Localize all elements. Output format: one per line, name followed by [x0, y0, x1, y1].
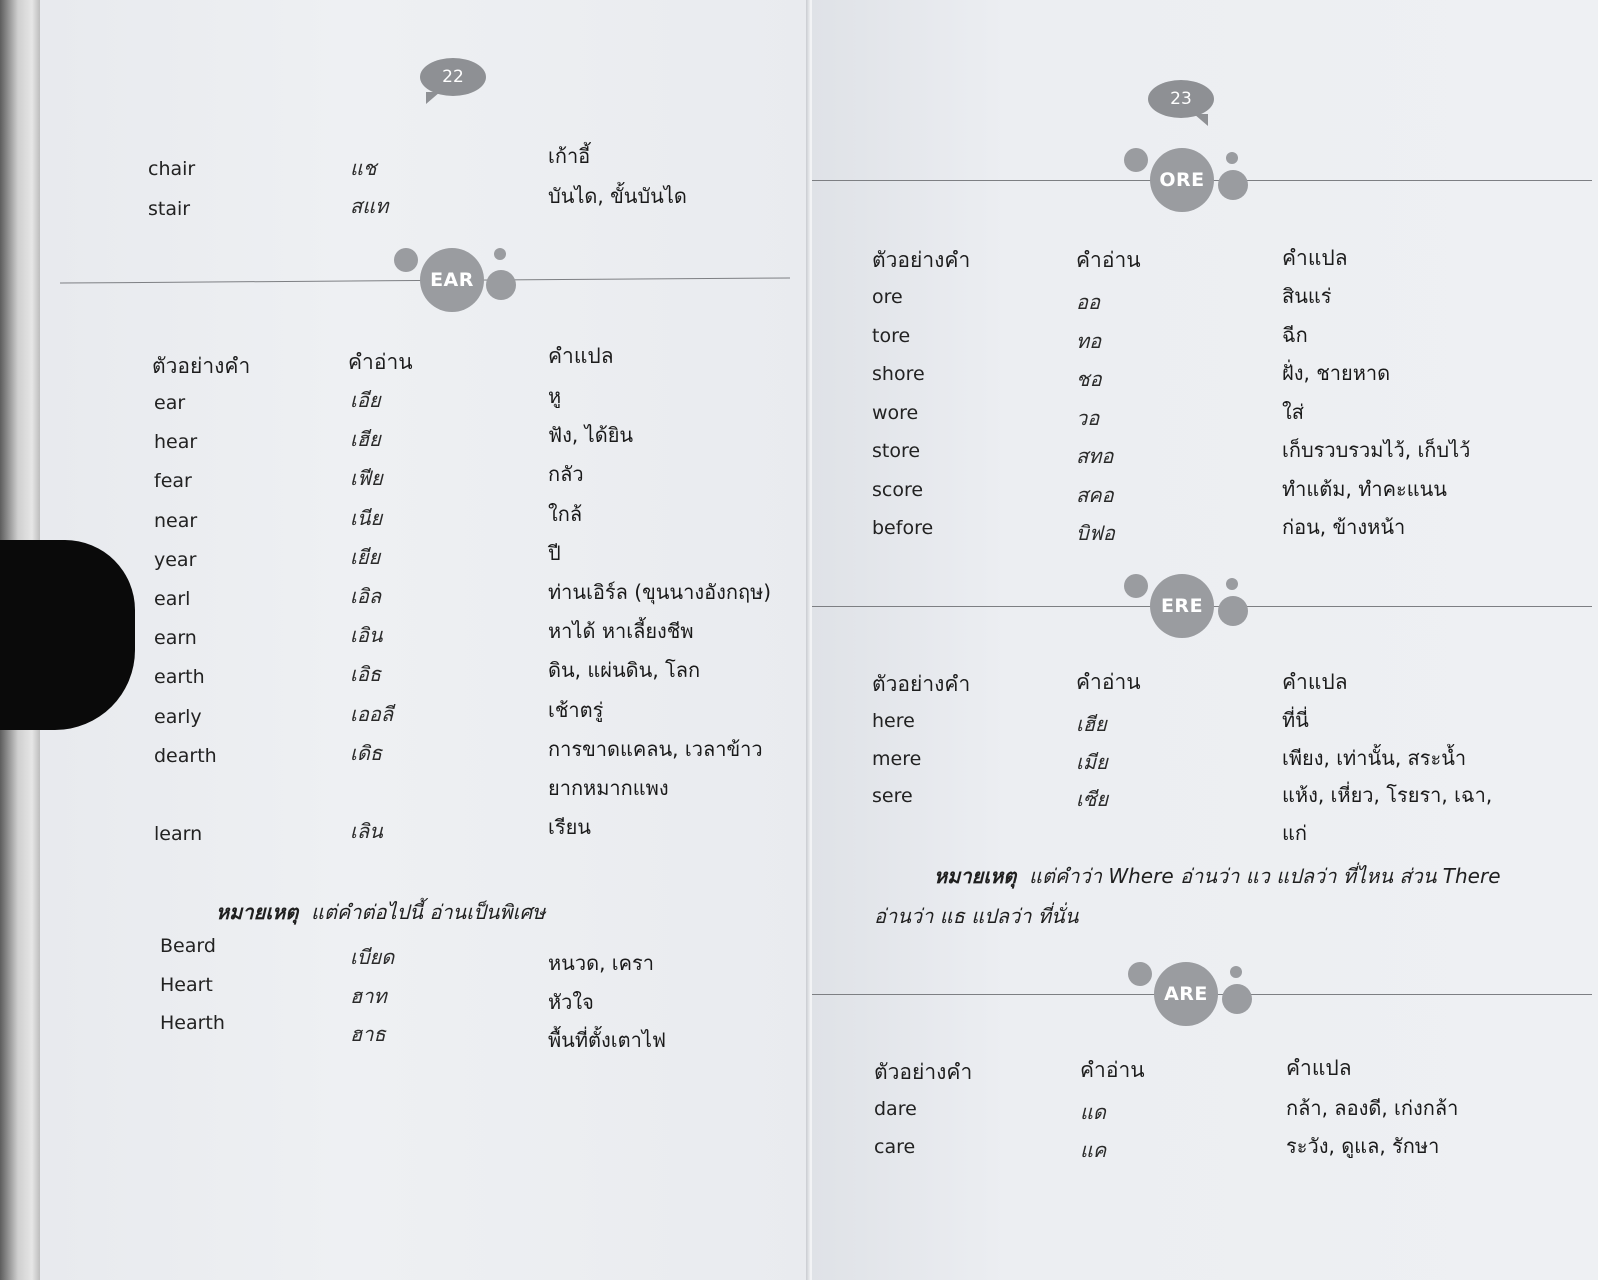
header-meaning: คำแปล — [1286, 1056, 1352, 1080]
reading-cell: เซีย — [1076, 787, 1109, 811]
table-row — [812, 280, 1598, 320]
table-row — [40, 498, 810, 538]
table-row — [812, 1130, 1598, 1170]
reading-cell: เอิธ — [350, 662, 382, 687]
word-cell: Beard — [160, 935, 216, 957]
word-cell: early — [154, 705, 202, 728]
page-number-badge: 23 — [1148, 80, 1214, 118]
header-reading: คำอ่าน — [1076, 248, 1141, 272]
meaning-cell: บันได, ขั้นบันได — [548, 184, 687, 208]
meaning-cell: กลัว — [548, 462, 584, 487]
section-divider-ore — [812, 148, 1592, 208]
section-label: EAR — [420, 248, 484, 312]
word-cell: ore — [872, 286, 903, 308]
word-cell: before — [872, 517, 934, 539]
table-header — [812, 1052, 1598, 1092]
meaning-cell: ก่อน, ข้างหน้า — [1282, 515, 1406, 539]
meaning-cell: หัวใจ — [548, 989, 594, 1014]
reading-cell: เออลี — [350, 701, 394, 726]
word-cell: sere — [872, 785, 913, 807]
word-cell: earl — [154, 588, 191, 610]
word-cell: ear — [154, 392, 186, 414]
meaning-cell: ท่านเอิร์ล (ขุนนางอังกฤษ) — [548, 580, 772, 604]
word-cell: tore — [872, 324, 911, 347]
table-row — [40, 419, 810, 459]
word-cell: chair — [148, 158, 196, 180]
word-cell: Hearth — [160, 1012, 225, 1034]
meaning-cell: เก้าอี้ — [548, 144, 591, 168]
table-row — [812, 511, 1598, 551]
table-row — [812, 779, 1598, 819]
meaning-cell: ฟัง, ได้ยิน — [548, 423, 634, 448]
meaning-cell: เช้าตรู่ — [548, 697, 604, 722]
section-divider-ear — [60, 248, 790, 308]
note-label: หมายเหตุ — [216, 900, 299, 924]
section-divider-ere — [812, 574, 1592, 634]
table-row — [40, 576, 810, 616]
table-row — [40, 615, 810, 655]
reading-cell: ออ — [1076, 290, 1101, 314]
table-row — [812, 357, 1598, 397]
reading-cell: สคอ — [1076, 482, 1114, 507]
header-meaning: คำแปล — [1282, 246, 1348, 270]
reading-cell: เยีย — [350, 544, 381, 569]
word-cell: wore — [872, 401, 919, 424]
reading-cell: เลิน — [350, 819, 383, 844]
reading-cell: ฮาท — [350, 983, 387, 1008]
reading-cell: เอิน — [350, 623, 383, 648]
header-word: ตัวอย่างคำ — [872, 248, 971, 272]
meaning-cell: ใส่ — [1282, 399, 1304, 424]
table-row — [812, 319, 1598, 359]
header-reading: คำอ่าน — [1080, 1058, 1145, 1082]
table-row — [40, 180, 810, 220]
meaning-cell: หนวด, เครา — [548, 951, 654, 975]
section-divider-are — [812, 962, 1592, 1022]
reading-cell: แด — [1080, 1100, 1106, 1124]
meaning-cell: แห้ง, เหี่ยว, โรยรา, เฉา, — [1282, 783, 1493, 807]
table-row — [812, 473, 1598, 513]
meaning-cell: ฉีก — [1282, 322, 1308, 347]
right-page — [812, 0, 1598, 1280]
table-row — [40, 811, 810, 851]
word-cell: dare — [874, 1098, 917, 1120]
header-word: ตัวอย่างคำ — [152, 354, 251, 378]
section-label: ORE — [1150, 148, 1214, 212]
table-header — [812, 240, 1598, 280]
meaning-cell: ยากหมากแพง — [548, 776, 669, 800]
word-cell: score — [872, 478, 924, 501]
meaning-cell: ทำแต้ม, ทำคะแนน — [1282, 476, 1447, 501]
reading-cell: ทอ — [1076, 328, 1102, 353]
table-row — [812, 704, 1598, 744]
reading-cell: เมีย — [1076, 749, 1108, 774]
word-cell: shore — [872, 363, 925, 385]
header-word: ตัวอย่างคำ — [872, 672, 971, 696]
word-cell: earth — [154, 666, 205, 689]
reading-cell: แค — [1080, 1138, 1107, 1162]
word-cell: stair — [148, 198, 191, 220]
word-cell: dearth — [154, 744, 217, 767]
meaning-cell: เพียง, เท่านั้น, สระน้ำ — [1282, 745, 1467, 770]
table-row — [40, 654, 810, 694]
reading-cell: เนีย — [350, 505, 383, 530]
table-row — [40, 974, 810, 1014]
meaning-cell: ที่นี่ — [1282, 708, 1309, 732]
meaning-cell: การขาดแคลน, เวลาข้าว — [548, 736, 763, 761]
header-reading: คำอ่าน — [1076, 670, 1141, 694]
reading-cell: เอิล — [350, 584, 382, 608]
meaning-cell: สินแร่ — [1282, 284, 1332, 308]
reading-cell: สแท — [350, 194, 389, 218]
word-cell: care — [874, 1136, 916, 1158]
meaning-cell: ใกล้ — [548, 501, 583, 526]
table-row — [40, 458, 810, 498]
table-row — [40, 733, 810, 773]
table-header — [40, 340, 810, 380]
meaning-cell: พื้นที่ตั้งเตาไฟ — [548, 1028, 667, 1052]
meaning-cell: ฝั่ง, ชายหาด — [1282, 361, 1391, 385]
table-row — [40, 772, 810, 812]
table-row — [812, 817, 1598, 857]
table-row — [40, 935, 810, 975]
word-cell: Heart — [160, 973, 213, 996]
section-label: ERE — [1150, 574, 1214, 638]
table-row — [40, 694, 810, 734]
note-text: แต่คำต่อไปนี้ อ่านเป็นพิเศษ — [311, 900, 546, 924]
right-note-line2: อ่านว่า แธ แปลว่า ที่นั่น — [874, 904, 1079, 928]
table-row — [812, 1092, 1598, 1132]
reading-cell: เฟีย — [350, 466, 383, 491]
table-row — [40, 537, 810, 577]
meaning-cell: แก่ — [1282, 820, 1307, 845]
reading-cell: เอีย — [350, 388, 381, 412]
table-row — [40, 380, 810, 420]
meaning-cell: ระวัง, ดูแล, รักษา — [1286, 1134, 1440, 1158]
header-meaning: คำแปล — [1282, 670, 1348, 694]
reading-cell: เฮีย — [1076, 712, 1107, 736]
left-note — [216, 896, 545, 928]
meaning-cell: กล้า, ลองดี, เก่งกล้า — [1286, 1096, 1459, 1120]
meaning-cell: หาได้ หาเลี้ยงชีพ — [548, 619, 694, 644]
table-row — [812, 396, 1598, 436]
note-label: หมายเหตุ — [934, 864, 1017, 888]
header-reading: คำอ่าน — [348, 350, 413, 374]
reading-cell: เบียด — [350, 945, 395, 969]
word-cell: earn — [154, 627, 197, 650]
note-text: แต่คำว่า Where อ่านว่า แว แปลว่า ที่ไหน ส่วน There — [1029, 864, 1501, 888]
section-label: ARE — [1154, 962, 1218, 1026]
table-row — [812, 434, 1598, 474]
meaning-cell: ปี — [548, 540, 561, 565]
meaning-cell: เรียน — [548, 815, 591, 840]
table-row — [40, 140, 810, 180]
reading-cell: ฮาธ — [350, 1022, 386, 1046]
word-cell: fear — [154, 470, 192, 493]
reading-cell: วอ — [1076, 405, 1100, 430]
right-note-line1 — [934, 860, 1501, 892]
header-word: ตัวอย่างคำ — [874, 1060, 973, 1084]
table-row — [812, 742, 1598, 782]
page-number-badge: 22 — [420, 58, 486, 96]
word-cell: mere — [872, 747, 922, 770]
reading-cell: เฮีย — [350, 427, 381, 452]
meaning-cell: เก็บรวบรวมไว้, เก็บไว้ — [1282, 438, 1471, 462]
word-cell: here — [872, 710, 915, 732]
word-cell: year — [154, 548, 197, 571]
thumb-shadow — [0, 540, 135, 730]
header-meaning: คำแปล — [548, 344, 614, 368]
reading-cell: บิฟอ — [1076, 521, 1115, 545]
table-header — [812, 664, 1598, 704]
reading-cell: เดิธ — [350, 740, 383, 765]
reading-cell: แช — [350, 156, 377, 180]
meaning-cell: ดิน, แผ่นดิน, โลก — [548, 658, 701, 683]
reading-cell: สทอ — [1076, 444, 1114, 468]
meaning-cell: หู — [548, 384, 562, 408]
table-row — [40, 1012, 810, 1052]
left-page — [40, 0, 810, 1280]
word-cell: store — [872, 440, 921, 462]
word-cell: learn — [154, 823, 203, 846]
word-cell: hear — [154, 431, 198, 454]
word-cell: near — [154, 509, 198, 532]
reading-cell: ชอ — [1076, 367, 1102, 391]
